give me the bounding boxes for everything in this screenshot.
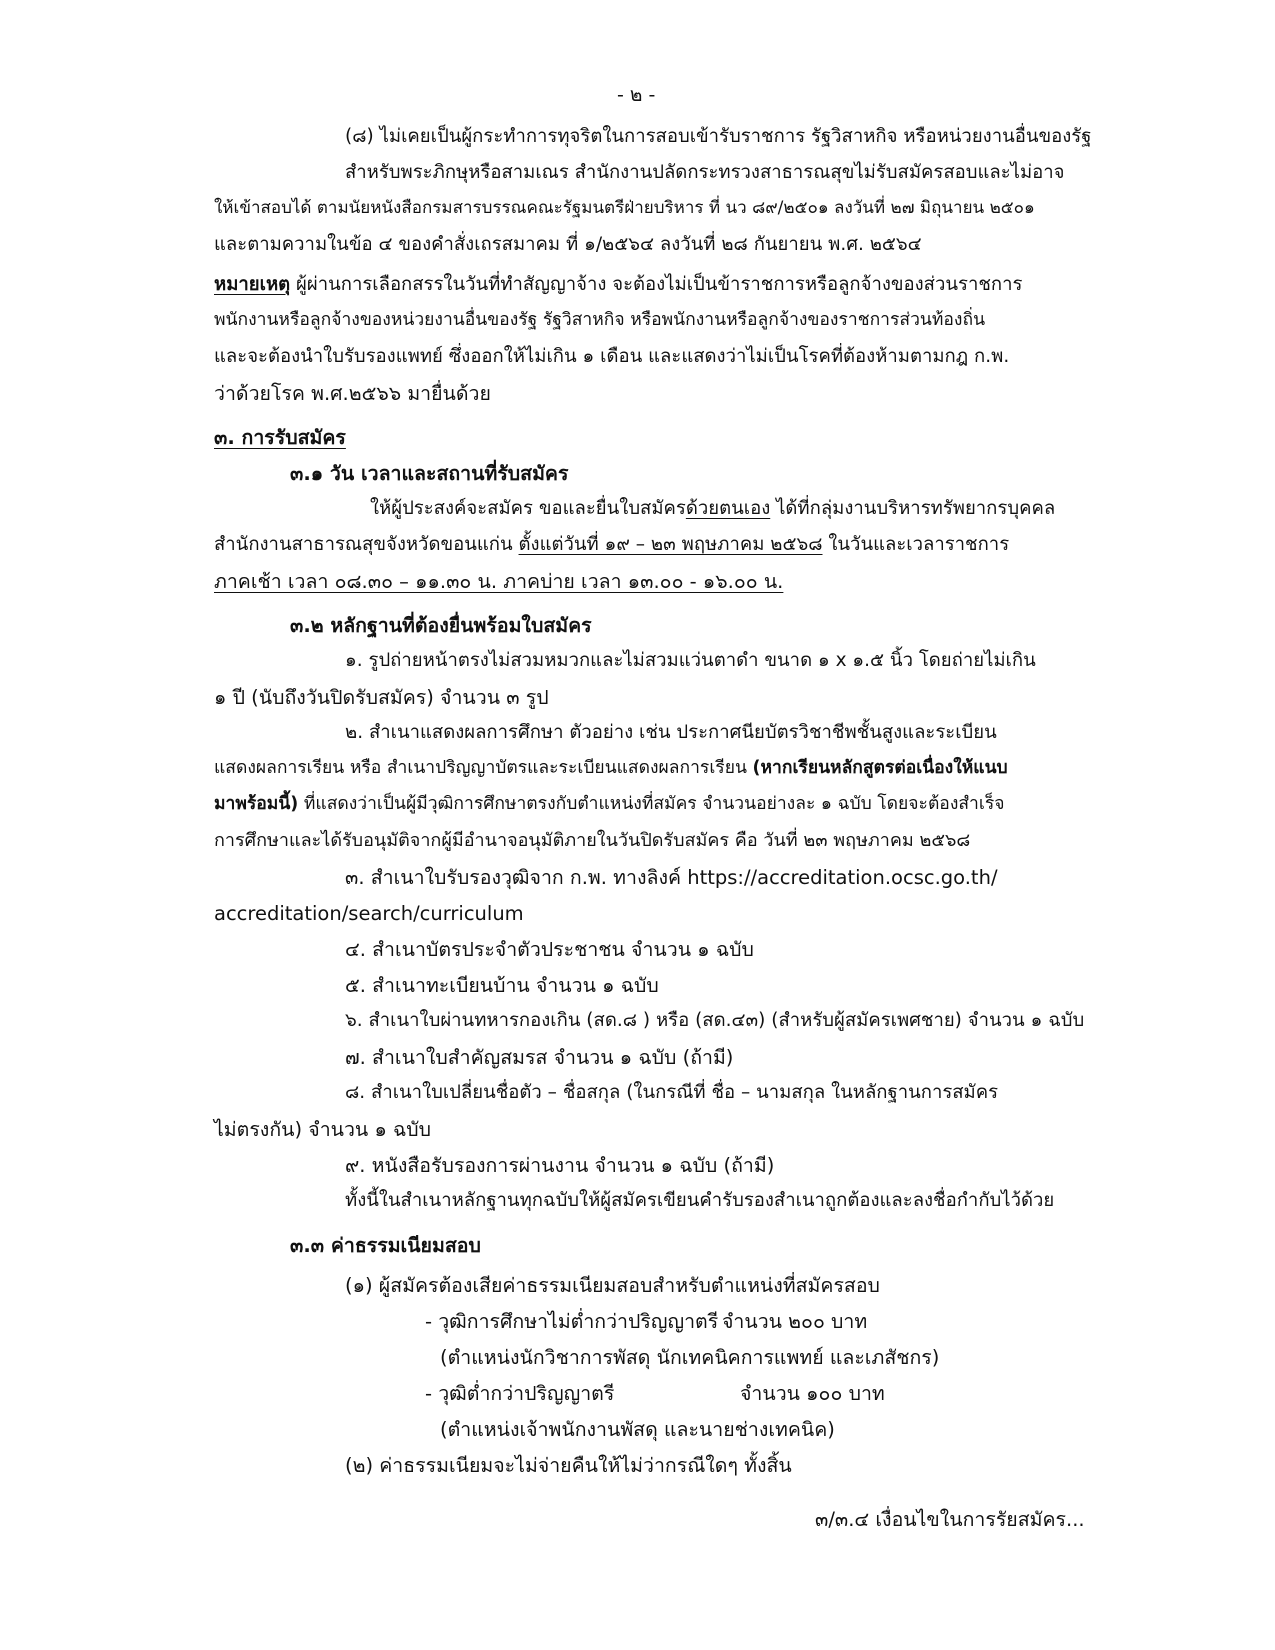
s32-i2-line2b: (หากเรียนหลักสูตรต่อเนื่องให้แนบ xyxy=(752,758,1008,778)
s32-i1-line2: ๑ ปี (นับถึงวันปิดรับสมัคร) จำนวน ๓ รูป xyxy=(214,686,549,709)
s32-i2-line2a: แสดงผลการเรียน หรือ สำเนาปริญญาบัตรและระเบียนแสดงผลการเรียน xyxy=(214,758,753,778)
s33-fee2-label: - วุฒิต่ำกว่าปริญญาตรี xyxy=(425,1382,615,1405)
s32-i8-line2: ไม่ตรงกัน) จำนวน ๑ ฉบับ xyxy=(214,1118,432,1141)
s32-i8-line1: ๘. สำเนาใบเปลี่ยนชื่อตัว – ชื่อสกุล (ในกรณีที่ ชื่อ – นามสกุล ในหลักฐานการสมัคร xyxy=(345,1082,999,1103)
s31-line1a: ให้ผู้ประสงค์จะสมัคร ขอและยื่นใบสมัคร xyxy=(370,498,686,519)
remark-line1-text: ผู้ผ่านการเลือกสรรในวันที่ทำสัญญาจ้าง จะต้องไม่เป็นข้าราชการหรือลูกจ้างของส่วนราชการ xyxy=(296,274,1023,295)
s32-i1-line1: ๑. รูปถ่ายหน้าตรงไม่สวมหมวกและไม่สวมแว่นตาดำ ขนาด ๑ x ๑.๕ นิ้ว โดยถ่ายไม่เกิน xyxy=(345,650,1036,671)
s31-line2 xyxy=(214,536,1009,555)
continuation-note: ๓/๓.๔ เงื่อนไขในการรัยสมัคร... xyxy=(815,1508,1085,1531)
item8-line4: และตามความในข้อ ๔ ของคำสั่งเถรสมาคม ที่ ๑/๒๕๖๔ ลงวันที่ ๒๘ กันยายน พ.ศ. ๒๕๖๔ xyxy=(214,234,922,255)
remark-line4: ว่าด้วยโรค พ.ศ.๒๕๖๖ มายื่นด้วย xyxy=(214,382,491,405)
s33-p2: (๒) ค่าธรรมเนียมจะไม่จ่ายคืนให้ไม่ว่ากรณีใดๆ ทั้งสิ้น xyxy=(345,1454,792,1477)
s32-i5: ๕. สำเนาทะเบียนบ้าน จำนวน ๑ ฉบับ xyxy=(345,974,659,997)
item8-line1: (๘) ไม่เคยเป็นผู้กระทำการทุจริตในการสอบเข้ารับราชการ รัฐวิสาหกิจ หรือหน่วยงานอื่นของรัฐ xyxy=(345,126,1092,147)
s32-heading: ๓.๒ หลักฐานที่ต้องยื่นพร้อมใบสมัคร xyxy=(290,614,592,637)
s31-line2c: ในวันและเวลาราชการ xyxy=(822,534,1010,555)
s33-fee2-positions: (ตำแหน่งเจ้าพนักงานพัสดุ และนายช่างเทคนิค) xyxy=(440,1418,835,1441)
s33-fee1-label: - วุฒิการศึกษาไม่ต่ำกว่าปริญญาตรี xyxy=(425,1310,719,1333)
s33-fee1-amount: จำนวน ๒๐๐ บาท xyxy=(722,1310,868,1333)
s32-i6: ๖. สำเนาใบผ่านทหารกองเกิน (สด.๘ ) หรือ (สด.๔๓) (สำหรับผู้สมัครเพศชาย) จำนวน ๑ ฉบับ xyxy=(345,1010,1085,1031)
remark-line2: พนักงานหรือลูกจ้างของหน่วยงานอื่นของรัฐ รัฐวิสาหกิจ หรือพนักงานหรือลูกจ้างของราชการส่วนท้องถิ่น xyxy=(214,310,986,330)
s32-i7: ๗. สำเนาใบสำคัญสมรส จำนวน ๑ ฉบับ (ถ้ามี) xyxy=(345,1046,734,1069)
s31-line1b: ด้วยตนเอง xyxy=(685,498,771,519)
s33-heading: ๓.๓ ค่าธรรมเนียมสอบ xyxy=(290,1234,481,1257)
s31-line1 xyxy=(370,500,1055,519)
s33-p1: (๑) ผู้สมัครต้องเสียค่าธรรมเนียมสอบสำหรับตำแหน่งที่สมัครสอบ xyxy=(345,1274,880,1297)
s31-line2b: ตั้งแต่วันที่ ๑๙ – ๒๓ พฤษภาคม ๒๕๖๘ xyxy=(518,534,823,555)
section3-heading: ๓. การรับสมัคร xyxy=(214,426,346,449)
s32-i4: ๔. สำเนาบัตรประจำตัวประชาชน จำนวน ๑ ฉบับ xyxy=(345,938,754,961)
s32-i2-line1: ๒. สำเนาแสดงผลการศึกษา ตัวอย่าง เช่น ประกาศนียบัตรวิชาชีพชั้นสูงและระเบียน xyxy=(345,722,997,743)
s32-i3-line1: ๓. สำเนาใบรับรองวุฒิจาก ก.พ. ทางลิงค์ https://accreditation.ocsc.go.th/ xyxy=(345,866,998,889)
s32-note: ทั้งนี้ในสำเนาหลักฐานทุกฉบับให้ผู้สมัครเขียนคำรับรองสำเนาถูกต้องและลงชื่อกำกับไว้ด้วย xyxy=(345,1190,1055,1211)
s33-fee2-amount: จำนวน ๑๐๐ บาท xyxy=(740,1382,885,1405)
s32-i2-line4: การศึกษาและได้รับอนุมัติจากผู้มีอำนาจอนุมัติภายในวันปิดรับสมัคร คือ วันที่ ๒๓ พฤษภาคม ๒๕๖๘ xyxy=(214,830,971,851)
remark-line1 xyxy=(214,276,1022,295)
s31-line2a: สำนักงานสาธารณสุขจังหวัดขอนแก่น xyxy=(214,534,519,555)
s31-line1c: ได้ที่กลุ่มงานบริหารทรัพยากรบุคคล xyxy=(770,498,1056,519)
page-number: - ๒ - xyxy=(617,84,656,106)
s32-i2-line3a: มาพร้อมนี้) xyxy=(214,794,299,814)
s32-i9: ๙. หนังสือรับรองการผ่านงาน จำนวน ๑ ฉบับ (ถ้ามี) xyxy=(345,1154,775,1177)
s33-fee1-positions: (ตำแหน่งนักวิชาการพัสดุ นักเทคนิคการแพทย์ และเภสัชกร) xyxy=(440,1346,940,1369)
s31-heading: ๓.๑ วัน เวลาและสถานที่รับสมัคร xyxy=(290,462,569,485)
s32-i2-line3b: ที่แสดงว่าเป็นผู้มีวุฒิการศึกษาตรงกับตำแหน่งที่สมัคร จำนวนอย่างละ ๑ ฉบับ โดยจะต้องสำเร็จ xyxy=(298,794,1005,814)
remark-line3: และจะต้องนำใบรับรองแพทย์ ซึ่งออกให้ไม่เกิน ๑ เดือน และแสดงว่าไม่เป็นโรคที่ต้องห้ามตามกฎ ก.พ. xyxy=(214,346,1010,367)
item8-line2: สำหรับพระภิกษุหรือสามเณร สำนักงานปลัดกระทรวงสาธารณสุขไม่รับสมัครสอบและไม่อาจ xyxy=(345,162,1065,183)
s32-i2-line2 xyxy=(214,760,1008,778)
remark-label: หมายเหตุ xyxy=(214,274,291,295)
s32-i2-line3 xyxy=(214,796,1005,814)
item8-line3: ให้เข้าสอบได้ ตามนัยหนังสือกรมสารบรรณคณะรัฐมนตรีฝ่ายบริหาร ที่ นว ๘๙/๒๕๐๑ ลงวันที่ ๒๗ มิถุนายน ๒๕๐๑ xyxy=(214,198,1035,218)
s32-i3-line2: accreditation/search/curriculum xyxy=(214,902,524,925)
s31-line3: ภาคเช้า เวลา ๐๘.๓๐ – ๑๑.๓๐ น. ภาคบ่าย เวลา ๑๓.๐๐ - ๑๖.๐๐ น. xyxy=(214,570,784,593)
